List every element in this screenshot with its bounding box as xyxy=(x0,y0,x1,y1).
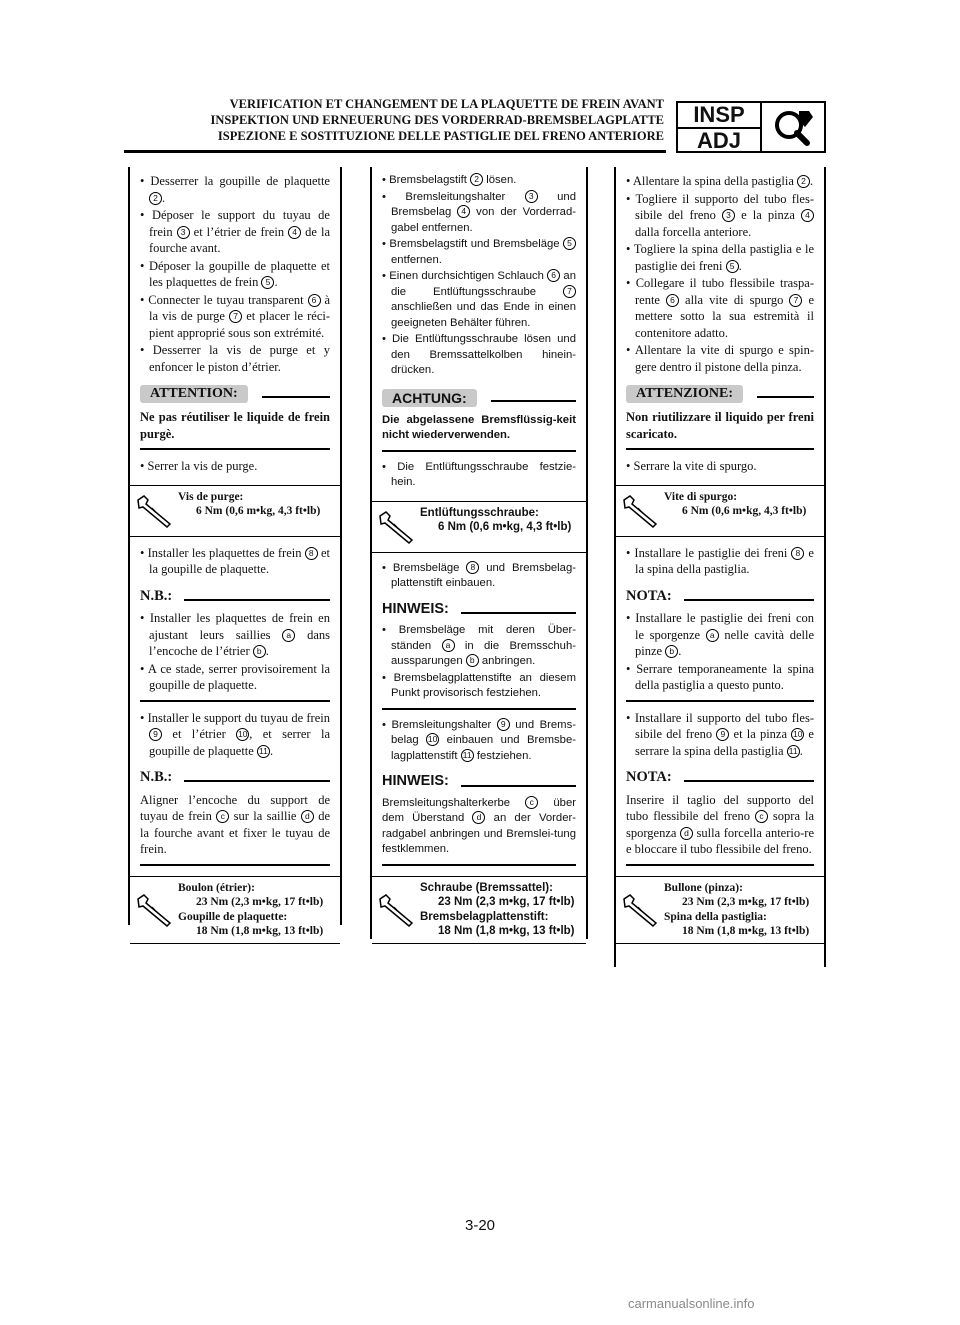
heading-rule xyxy=(262,396,330,398)
text-run: dans l’encoche de l’étrier xyxy=(149,627,330,658)
instruction-bullet xyxy=(382,623,576,670)
text-run: . xyxy=(799,743,803,758)
badge-insp: INSP xyxy=(678,103,760,129)
instruction-bullet xyxy=(140,545,330,578)
watermark: carmanualsonline.info xyxy=(628,1296,755,1311)
text-run: entfernen. xyxy=(391,253,442,266)
instruction-bullet xyxy=(626,710,814,760)
callout-number: d xyxy=(472,811,485,824)
column-italian xyxy=(614,167,826,967)
torque-value: 6 Nm (0,6 m•kg, 4,3 ft•lb) xyxy=(438,521,572,533)
caution-heading xyxy=(626,385,814,403)
torque-spec-box xyxy=(372,876,586,944)
wrench-inspection-icon xyxy=(762,103,824,151)
text-run: Desserrer la vis de purge et y enfoncer le piston d’étrier. xyxy=(149,343,330,374)
torque-spec-box xyxy=(616,485,824,537)
text-run: Installare le pastiglie dei freni xyxy=(634,545,792,560)
column-french xyxy=(128,167,342,937)
text-run: . xyxy=(265,644,269,658)
text-run: von der Vorderrad-gabel entfernen. xyxy=(391,206,576,234)
text-run: Déposer la goupille de plaquette et les plaquettes de frein xyxy=(148,258,330,289)
caution-heading xyxy=(382,389,576,407)
instruction-bullet xyxy=(140,258,330,291)
column-content xyxy=(616,167,824,944)
text-run: et l’étrier de frein xyxy=(189,224,289,239)
text-run: . xyxy=(269,743,274,758)
text-run: Installare il supporto del tubo fles-sibile del freno xyxy=(634,710,814,741)
text-run: e la pinza xyxy=(735,208,801,222)
text-run: Bremsbelagstift und Bremsbeläge xyxy=(389,238,564,250)
text-run: A ce stade, serrer provisoirement la goupille de plaquette. xyxy=(147,661,331,692)
text-run: anschließen und das Ende in einen geeigneten Behälter führen. xyxy=(391,301,576,329)
text-run: und Bremsbelag-plattenstift einbauen. xyxy=(391,561,577,589)
callout-number: 11 xyxy=(787,745,800,758)
instruction-bullet xyxy=(140,458,330,475)
torque-item-name: Entlüftungsschraube: xyxy=(420,506,539,519)
instruction-bullet xyxy=(382,561,576,592)
text-run: Bremsleitungshalterkerbe xyxy=(382,796,526,809)
instruction-bullet xyxy=(140,292,330,342)
torque-value: 18 Nm (1,8 m•kg, 13 ft•lb) xyxy=(438,925,575,937)
heading-rule xyxy=(461,785,576,787)
instruction-bullet xyxy=(140,207,330,257)
instruction-bullet xyxy=(140,661,330,694)
torque-item-name: Vis de purge: xyxy=(178,490,244,503)
column-german xyxy=(370,167,588,939)
badge-adj: ADJ xyxy=(696,128,741,153)
instruction-bullet xyxy=(626,545,814,578)
caution-heading xyxy=(140,385,330,403)
text-run: Bremsbeläge xyxy=(392,561,467,574)
caution-text: Die abgelassene Bremsflüssig-keit nicht wiederverwenden. xyxy=(382,413,576,441)
instruction-bullet xyxy=(626,191,814,241)
text-run: , et serrer la goupille de plaquette xyxy=(149,727,330,758)
text-run: und Bremsbelag xyxy=(391,190,576,218)
callout-number: b xyxy=(253,645,266,658)
callout-number: 11 xyxy=(257,745,270,758)
header-rule xyxy=(124,150,666,153)
callout-number: 8 xyxy=(305,547,318,560)
text-run: . xyxy=(162,190,166,205)
torque-value: 23 Nm (2,3 m•kg, 17 ft•lb) xyxy=(438,896,575,908)
text-run: de la fourche avant. xyxy=(149,224,330,255)
text-run: Serrare la vite di spurgo. xyxy=(633,459,757,473)
text-run: Serrer la vis de purge. xyxy=(147,459,258,473)
torque-item-name: Spina della pastiglia: xyxy=(664,910,767,923)
callout-number: 9 xyxy=(716,728,729,741)
text-run: Bremsleitungshalter xyxy=(391,718,497,731)
text-run: Aligner l’encoche du support de tuyau de frein xyxy=(140,792,330,823)
text-run: Connecter le tuyau transparent xyxy=(148,292,308,307)
section-rule xyxy=(140,448,330,450)
instruction-bullet xyxy=(626,241,814,274)
callout-number: 3 xyxy=(525,190,538,203)
text-run: . xyxy=(678,644,682,658)
heading-rule xyxy=(757,396,814,398)
instruction-bullet xyxy=(382,269,576,331)
callout-number: 5 xyxy=(563,237,576,250)
text-run: Togliere il supporto del tubo fles-sibile del freno xyxy=(635,191,814,222)
torque-spec-values xyxy=(420,502,586,552)
callout-number: 7 xyxy=(789,294,802,307)
torque-wrench-icon xyxy=(130,877,178,943)
heading-label: HINWEIS: xyxy=(382,600,449,617)
callout-number: d xyxy=(301,810,314,823)
torque-value: 6 Nm (0,6 m•kg, 4,3 ft•lb) xyxy=(682,505,807,517)
instruction-bullet xyxy=(382,173,576,189)
text-run: de la fourche avant et fixer le tuyau de frein. xyxy=(140,809,330,856)
text-run: nelle cavità delle pinze xyxy=(635,627,814,658)
page-number: 3-20 xyxy=(464,1217,496,1234)
instruction-bullet xyxy=(140,173,330,206)
text-run: in die Bremsschuh-aussparungen xyxy=(391,639,576,667)
section-badge-text xyxy=(678,103,762,151)
callout-number: a xyxy=(282,629,295,642)
callout-number: 2 xyxy=(149,192,162,205)
torque-item-name: Goupille de plaquette: xyxy=(178,910,288,923)
callout-number: 2 xyxy=(797,175,810,188)
section-rule xyxy=(382,450,576,452)
callout-number: 6 xyxy=(308,294,321,307)
text-run: . xyxy=(738,258,742,273)
instruction-bullet xyxy=(140,710,330,760)
torque-wrench-icon xyxy=(372,877,420,943)
text-run: an der Vorder-radgabel anbringen und Bremslei-tung festklemmen. xyxy=(382,812,576,855)
note-heading xyxy=(382,602,576,618)
callout-number: 8 xyxy=(466,561,479,574)
text-run: Déposer le support du tuyau de frein xyxy=(149,208,330,239)
text-run: e mettere sotto la sua estremità il contenitore adatto. xyxy=(635,292,815,340)
torque-wrench-icon xyxy=(372,502,420,552)
section-rule xyxy=(382,864,576,866)
heading-rule xyxy=(684,780,814,782)
heading-label: NOTA: xyxy=(626,587,672,604)
section-rule xyxy=(140,864,330,866)
callout-number: 10 xyxy=(427,734,438,744)
callout-number: 7 xyxy=(563,285,576,298)
instruction-bullet xyxy=(382,718,576,765)
text-run: sulla forcella anterio-re e bloccare il tubo flessibile del freno. xyxy=(626,825,814,856)
heading-label: ACHTUNG: xyxy=(382,389,477,407)
callout-number: 10 xyxy=(793,729,803,739)
text-run: einbauen und Bremsbe-lagplattenstift xyxy=(391,734,576,762)
text-run: alla vite di spurgo xyxy=(679,292,790,307)
callout-number: 9 xyxy=(497,718,510,731)
heading-label: ATTENTION: xyxy=(140,385,248,403)
text-run: e serrare la spina della pastiglia xyxy=(635,727,814,758)
callout-number: b xyxy=(466,654,479,667)
text-run: et la pinza xyxy=(729,727,792,741)
instruction-bullet xyxy=(626,610,814,660)
text-run: anbringen. xyxy=(478,655,536,667)
section-rule xyxy=(626,448,814,450)
text-run: Collegare il tubo flessibile traspa-rente xyxy=(635,276,814,307)
section-rule xyxy=(626,700,814,702)
callout-number: 10 xyxy=(237,729,248,739)
instruction-bullet xyxy=(626,173,814,190)
text-run: lösen. xyxy=(483,174,517,186)
instruction-bullet xyxy=(626,275,814,341)
column-content xyxy=(372,167,586,944)
callout-number: 6 xyxy=(666,294,679,307)
instruction-bullet xyxy=(382,671,576,702)
heading-rule xyxy=(491,400,576,402)
header-title-fr: VERIFICATION ET CHANGEMENT DE LA PLAQUETTE DE FREIN AVANT xyxy=(229,97,664,111)
torque-value: 18 Nm (1,8 m•kg, 13 ft•lb) xyxy=(196,925,324,937)
torque-spec-box xyxy=(130,485,340,537)
callout-number: 11 xyxy=(461,749,474,762)
heading-label: N.B.: xyxy=(140,769,173,785)
text-run: Installer les plaquettes de frein xyxy=(147,545,305,560)
torque-spec-box xyxy=(616,876,824,944)
note-paragraph xyxy=(382,796,576,858)
text-run: à la vis de purge xyxy=(149,292,330,323)
callout-number: 5 xyxy=(261,276,274,289)
instruction-bullet xyxy=(140,342,330,375)
note-paragraph xyxy=(626,792,814,858)
instruction-bullet xyxy=(382,237,576,268)
instruction-bullet xyxy=(382,190,576,237)
heading-rule xyxy=(461,612,576,614)
torque-item-name: Boulon (étrier): xyxy=(178,881,255,894)
header-title-it: ISPEZIONE E SOSTITUZIONE DELLE PASTIGLIE DEL FRENO ANTERIORE xyxy=(217,129,664,143)
heading-label: NOTA: xyxy=(626,769,672,785)
text-run: Allentare la vite di spurgo e spin-gere dentro il pistone della pinza. xyxy=(634,343,814,374)
torque-spec-box xyxy=(130,876,340,944)
text-run: Allentare la spina della pastiglia xyxy=(632,174,797,188)
text-run: e la spina della pastiglia. xyxy=(635,545,814,576)
text-run: an die Entlüftungsschraube xyxy=(391,270,576,298)
text-run: und Brems-belag xyxy=(391,718,577,746)
torque-wrench-icon xyxy=(616,877,664,943)
callout-number: b xyxy=(665,645,678,658)
text-run: sopra la sporgenza xyxy=(626,809,814,840)
callout-number: c xyxy=(755,810,768,823)
callout-number: 6 xyxy=(547,269,560,282)
text-run: Inserire il taglio del supporto del tubo flessibile del freno xyxy=(626,792,814,823)
section-rule xyxy=(140,700,330,702)
heading-rule xyxy=(184,599,330,601)
text-run: Installer les plaquettes de frein en ajustant leurs saillies xyxy=(149,611,330,642)
note-heading xyxy=(626,769,814,786)
torque-item-name: Bullone (pinza): xyxy=(664,881,743,894)
text-run: festziehen. xyxy=(473,749,532,762)
callout-number: 4 xyxy=(801,209,814,222)
callout-number: 3 xyxy=(177,226,190,239)
heading-rule xyxy=(684,599,814,601)
text-run: et l’étrier xyxy=(162,727,237,741)
callout-number: 2 xyxy=(470,173,483,186)
callout-number: 9 xyxy=(149,728,162,741)
text-run: Serrare temporaneamente la spina della pastiglia a questo punto. xyxy=(635,661,814,692)
text-run: Bremsbelagplattenstifte an diesem Punkt provisorisch festziehen. xyxy=(391,671,576,699)
section-rule xyxy=(626,864,814,866)
text-run: et placer le réci-pient approprié sous son extrémité. xyxy=(149,309,330,340)
note-heading xyxy=(626,588,814,605)
text-run: Desserrer la goupille de plaquette xyxy=(150,174,330,188)
caution-text: Non riutilizzare il liquido per freni scaricato. xyxy=(626,410,814,441)
note-heading xyxy=(140,769,330,786)
text-run: Bremsleitungshalter xyxy=(405,190,525,203)
text-run: sur la saillie xyxy=(229,809,301,823)
heading-label: ATTENZIONE: xyxy=(626,385,743,403)
callout-number: c xyxy=(525,796,538,809)
callout-number: 5 xyxy=(726,260,739,273)
text-run: et la goupille de plaquette. xyxy=(149,545,330,576)
note-heading xyxy=(382,774,576,790)
text-run: Einen durchsichtigen Schlauch xyxy=(389,270,548,282)
instruction-bullet xyxy=(626,342,814,375)
torque-value: 23 Nm (2,3 m•kg, 17 ft•lb) xyxy=(196,896,324,908)
column-content xyxy=(130,167,340,944)
torque-item-name: Schraube (Bremssattel): xyxy=(420,881,553,894)
text-run: . xyxy=(274,275,278,289)
callout-number: 4 xyxy=(457,205,470,218)
callout-number: d xyxy=(680,827,693,840)
torque-value: 23 Nm (2,3 m•kg, 17 ft•lb) xyxy=(682,896,810,908)
callout-number: 3 xyxy=(722,209,735,222)
text-run: Bremsbeläge mit deren Über-ständen xyxy=(391,624,576,652)
instruction-bullet xyxy=(626,661,814,694)
torque-spec-values xyxy=(178,486,340,536)
callout-number: 4 xyxy=(288,226,301,239)
page-header xyxy=(120,96,664,144)
text-run: Installare le pastiglie dei freni con le sporgenze xyxy=(635,611,814,642)
callout-number: c xyxy=(216,810,229,823)
text-run: Die Entlüftungsschraube festzie-hein. xyxy=(391,460,577,488)
note-heading xyxy=(140,588,330,605)
torque-item-name: Bremsbelagplattenstift: xyxy=(420,910,549,923)
torque-wrench-icon xyxy=(616,486,664,536)
section-badge xyxy=(676,101,826,153)
caution-text: Ne pas réutiliser le liquide de frein purgè. xyxy=(140,410,330,441)
torque-wrench-icon xyxy=(130,486,178,536)
torque-spec-box xyxy=(372,501,586,553)
text-run: über dem Überstand xyxy=(382,796,577,824)
header-title-de: INSPEKTION UND ERNEUERUNG DES VORDERRAD-BREMSBELAGPLATTE xyxy=(210,113,664,127)
note-paragraph xyxy=(140,792,330,858)
instruction-bullet xyxy=(382,460,576,491)
heading-label: HINWEIS: xyxy=(382,773,449,789)
text-run: Bremsbelagstift xyxy=(389,174,471,186)
text-run: dalla forcella anteriore. xyxy=(635,224,752,239)
torque-spec-values xyxy=(664,486,824,536)
callout-number: a xyxy=(442,639,455,652)
text-run: Togliere la spina della pastiglia e le pastiglie dei freni xyxy=(633,242,815,273)
torque-spec-values xyxy=(664,877,824,943)
text-run: Installer le support du tuyau de frein xyxy=(147,710,330,725)
torque-spec-values xyxy=(178,877,340,943)
instruction-bullet xyxy=(382,332,576,379)
torque-value: 18 Nm (1,8 m•kg, 13 ft•lb) xyxy=(682,925,810,937)
text-run: Die Entlüftungsschraube lösen und den Bremssattelkolben hinein-drücken. xyxy=(391,333,576,376)
heading-label: N.B.: xyxy=(140,587,173,604)
torque-item-name: Vite di spurgo: xyxy=(664,490,738,503)
text-run: . xyxy=(810,174,814,188)
callout-number: 7 xyxy=(229,310,242,323)
section-rule xyxy=(382,708,576,710)
torque-value: 6 Nm (0,6 m•kg, 4,3 ft•lb) xyxy=(196,505,321,517)
instruction-bullet xyxy=(140,610,330,660)
instruction-bullet xyxy=(626,458,814,475)
heading-rule xyxy=(184,780,330,782)
callout-number: 8 xyxy=(791,547,804,560)
torque-spec-values xyxy=(420,877,586,943)
callout-number: a xyxy=(706,629,719,642)
